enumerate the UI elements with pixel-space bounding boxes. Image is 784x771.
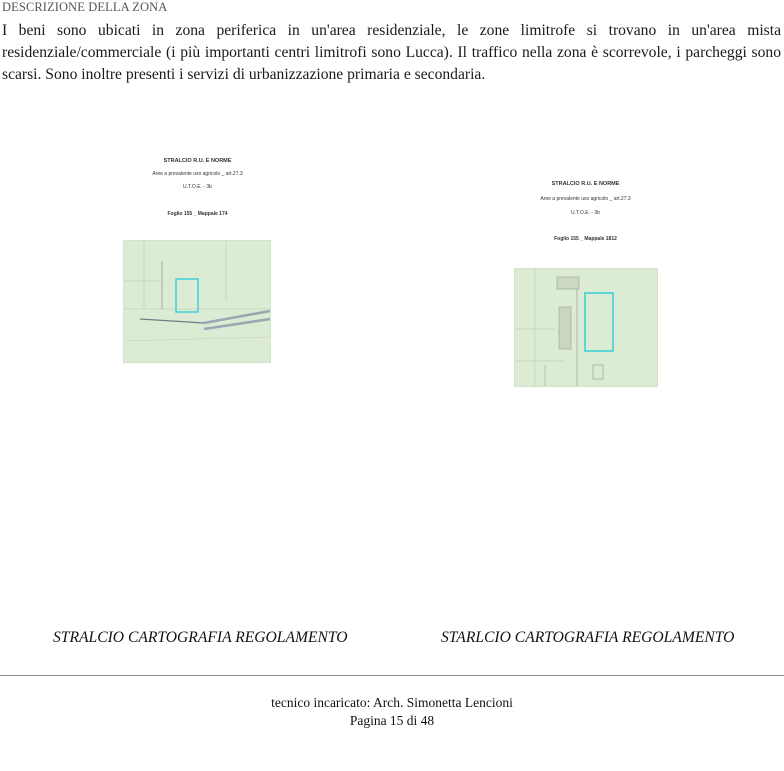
caption-right: STARLCIO CARTOGRAFIA REGOLAMENTO bbox=[441, 629, 735, 646]
map-image bbox=[514, 268, 658, 387]
footer-technician: tecnico incaricato: Arch. Simonetta Lencioni bbox=[271, 695, 513, 710]
description-paragraph: I beni sono ubicati in zona periferica in un'area residenziale, le zone limitrofe si trovano in un'area mista residenziale/commerciale (i più importanti centri limitrofi sono Lucca). Il traffico nella zona è scorrevole, i parcheggi sono scarsi. Sono inoltre presenti i servizi di urbanizzazione primaria e secondaria. bbox=[2, 22, 781, 83]
map-figure-right bbox=[498, 172, 673, 394]
map-zone: U.T.O.E. - 3b bbox=[571, 210, 600, 216]
map-title: STRALCIO R.U. E NORME bbox=[163, 158, 232, 164]
map-image bbox=[123, 240, 271, 363]
section-heading: DESCRIZIONE DELLA ZONA bbox=[2, 0, 168, 14]
map-figure-left bbox=[110, 150, 285, 370]
map-parcel: Foglio 155 _ Mappale 1812 bbox=[554, 236, 617, 242]
footer-divider bbox=[0, 675, 784, 676]
caption-left: STRALCIO CARTOGRAFIA REGOLAMENTO bbox=[53, 629, 348, 646]
map-zone: U.T.O.E. - 3b bbox=[183, 184, 212, 190]
map-parcel: Foglio 155 _ Mappale 174 bbox=[167, 211, 228, 217]
map-title: STRALCIO R.U. E NORME bbox=[551, 181, 620, 187]
footer-page-number: Pagina 15 di 48 bbox=[349, 713, 435, 728]
map-subtitle: Aree a prevalente uso agricolo _ art.27.3 bbox=[152, 171, 243, 177]
map-subtitle: Aree a prevalente uso agricolo _ art.27.3 bbox=[540, 196, 631, 202]
